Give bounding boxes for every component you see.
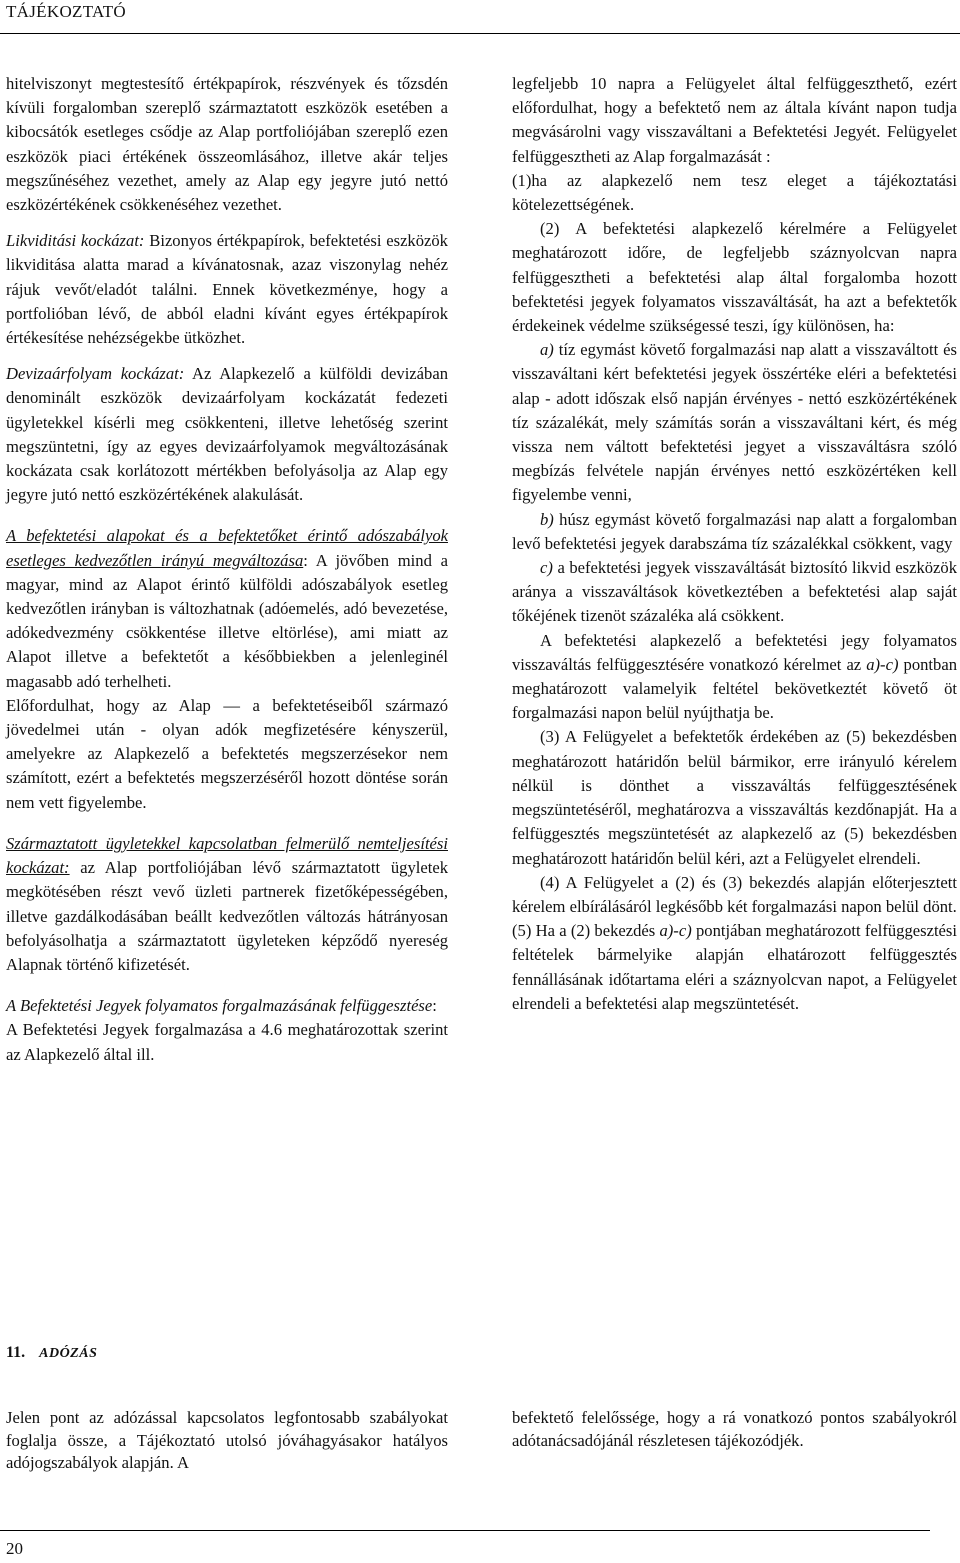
paragraph-suspension-heading	[6, 994, 448, 1018]
tax-risk-heading: A befektetési alapokat és a befektetőket érintő adószabályok esetleges kedvezőtlen irányú megváltozása	[6, 526, 448, 570]
item-b-text: húsz egymást követő forgalmazási nap alatt a forgalomban levő befektetési jegyek darabszáma tíz százalékkal csökkent, vagy	[512, 509, 957, 553]
section-heading	[6, 1344, 97, 1362]
suspension-heading-colon: :	[432, 996, 437, 1016]
fx-risk-text: Az Alapkezelő a külföldi devizában denominált eszközök devizaárfolyam kockázatát fedezeti ügyletekkel kísérli meg csökkenteni, illetve lehetőség szerint megszüntetni, így az egyes devizaárfolyamok megváltozásának kockázata csak korlátozott mértékben befolyásolja az Alap egy jegyre jutó nettó eszközértékének alakulását.	[6, 364, 448, 505]
paragraph-liquidity-risk	[6, 229, 448, 350]
paragraph-suspension-text: A Befektetési Jegyek forgalmazása a 4.6 meghatározottak szerint az Alapkezelő által ill.	[6, 1020, 448, 1064]
item-a-label: a)	[540, 340, 554, 360]
suspension-heading: A Befektetési Jegyek folyamatos forgalmazásának felfüggesztése	[6, 996, 433, 1016]
paragraph-item-c	[512, 556, 957, 629]
condition-5-text: (5) Ha a (2) bekezdés	[512, 921, 660, 941]
paragraph-item-b	[512, 508, 957, 556]
page-number: 20	[6, 1539, 23, 1558]
right-column	[512, 72, 957, 1016]
left-column	[6, 72, 448, 1067]
liquidity-risk-heading: Likviditási kockázat:	[6, 231, 145, 251]
item-c-label: c)	[540, 558, 553, 578]
paragraph-derivative-risk	[6, 832, 448, 977]
paragraph-fx-risk	[6, 362, 448, 507]
tax-risk-text: : A jövőben mind a magyar, mind az Alapot érintő külföldi adószabályok esetleg kedvezőtlen irányban is változhatnak (adóemelés, adó bevezetése, adókedvezmény csökkentése illetve eltörlése), ami miatt az Alapot illetve a befektetőt a későbbiekben a jelenleginél magasabb adó terhelheti.	[6, 550, 449, 691]
request-ref: a)-c)	[866, 654, 899, 674]
item-b-label: b)	[540, 509, 554, 529]
section-number: 11.	[6, 1344, 26, 1361]
paragraph-condition-3: (3) A Felügyelet a befektetők érdekében az (5) bekezdésben meghatározott határidőn belül bármikor, erre irányuló kérelem nélkül is dönthet a visszaváltás felfüggesztésének megszüntetéséről, meghatározva a visszaváltás kezdőnapját. Ha a felfüggesztés megszüntetését az alapkezelő az (5) bekezdésben meghatározott határidőn belül kéri, azt a Felügyelet elrendeli.	[512, 727, 957, 868]
derivative-risk-text: az Alap portfoliójában lévő származtatott ügyletek megkötésében részt vevő üzleti partnerek fizetőképességében, illetve gazdálkodásában beállt kedvezőtlen változás hátrányosan befolyásolhatja a származtatott ügyleteken képződő nyereség Alapnak történő kifizetését.	[6, 858, 448, 974]
footer-rule	[0, 1530, 930, 1531]
paragraph-condition-2: (2) A befektetési alapkezelő kérelmére a Felügyelet meghatározott időre, de legfeljebb száznyolcvan napra felfüggesztheti a befektetési alap által forgalomba hozott befektetési jegyek folyamatos visszaváltását, ha azt a befektetők érdekeinek védelme szükségessé teszi, így különösen, ha:	[512, 219, 957, 336]
section-title: ADÓZÁS	[39, 1346, 98, 1361]
request-text: A befektetési alapkezelő a befektetési jegy folyamatos visszaváltás felfüggesztésére vonatkozó kérelmet az	[512, 630, 957, 674]
paragraph-request	[512, 629, 957, 726]
condition-5-rest: pontjában meghatározott felfüggesztési feltételek bármelyike alapján elhatározott felfüggesztés fennállásának időtartama eléri a száznyolcvan napot, a Felügyelet elrendeli a befektetési alap megszüntetését.	[512, 921, 957, 1013]
paragraph-credit-risk: hitelviszonyt megtestesítő értékpapírok, részvények és tőzsdén kívüli forgalomban szereplő származtatott eszközök esetében a kibocsátók esetleges csődje az Alap portfoliójában szereplő ezen eszközök piaci értékének összeomlásához, illetve akár teljes megszűnéséhez vezethet, amely az Alap egy jegyre jutó nettó eszközértékének csökkenéséhez vezethet.	[6, 74, 448, 215]
paragraph-condition-4: (4) A Felügyelet a (2) és (3) bekezdés alapján előterjesztett kérelem elbírálásáról legkésőbb két forgalmazási napon belül dönt.	[512, 872, 957, 916]
paragraph-tax-risk	[6, 524, 448, 693]
tax-intro-right: befektető felelőssége, hogy a rá vonatkozó pontos szabályokról adótanácsadójánál részletesen tájékozódjék.	[512, 1408, 957, 1450]
liquidity-risk-text: Bizonyos értékpapírok, befektetési eszközök likviditása alatta marad a kívánatosnak, azaz viszonylag nehéz rájuk vevőt/eladót találni. Ennek következménye, hogy a portfolióban lévő, de abból eladni kívánt egyes értékpapírok értékesítése nehézségekbe ütközhet.	[6, 231, 448, 348]
paragraph-condition-1: (1)ha az alapkezelő nem tesz eleget a tájékoztatási kötelezettségének.	[512, 170, 957, 215]
fx-risk-heading: Devizaárfolyam kockázat:	[6, 364, 185, 384]
item-a-text: tíz egymást követő forgalmazási nap alatt a visszaváltott és visszaváltani kért befektetési jegyek összértéke eléri a befektetési alap - adott időszak első napján érvényes - nettó eszközértékének tíz százalékát, mely számítás során a visszaváltani kért, és még vissza nem váltott befektetési jegyet a visszaváltásra szóló megbízás felvétele napján érvényes nettó eszközértéken kell figyelembe venni,	[512, 340, 957, 505]
paragraph-item-a	[512, 338, 957, 507]
condition-5-ref: a)-c)	[659, 921, 692, 941]
paragraph-tax-risk-2: Előfordulhat, hogy az Alap — a befektetéseiből származó jövedelmei után - olyan adók megfizetésére kényszerül, amelyekre az Alapkezelő a befektetés megszerzésekor nem számított, ezért a befektetés megszerzéséről hozott döntése során nem vett figyelembe.	[6, 695, 448, 812]
paragraph-suspension-cont: legfeljebb 10 napra a Felügyelet által felfüggeszthető, ezért előfordulhat, hogy a befektető nem az általa kívánt napon tudja megvásárolni vagy visszaváltani a Befektetési Jegyét. Felügyelet felfüggesztheti az Alap forgalmazását :	[512, 74, 957, 166]
item-c-text: a befektetési jegyek visszaváltását biztosító likvid eszközök aránya a visszaváltások következtében a befektetési alap saját tőkéjének tizenöt százaléka alá csökkent.	[512, 558, 957, 626]
paragraph-condition-5	[512, 919, 957, 1016]
request-rest: pontban meghatározott valamelyik feltétel bekövetkeztét követő öt forgalmazási napon belül nyújthatja be.	[512, 654, 957, 723]
tax-intro-left: Jelen pont az adózással kapcsolatos legfontosabb szabályokat foglalja össze, a Tájékoztató utolsó jóváhagyásakor hatályos adójogszabályok alapján. A	[6, 1408, 448, 1472]
derivative-risk-heading: Származtatott ügyletekkel kapcsolatban felmerülő nemteljesítési kockázat:	[6, 833, 448, 878]
document-header: TÁJÉKOZTATÓ	[6, 2, 126, 21]
header-rule	[0, 33, 960, 34]
